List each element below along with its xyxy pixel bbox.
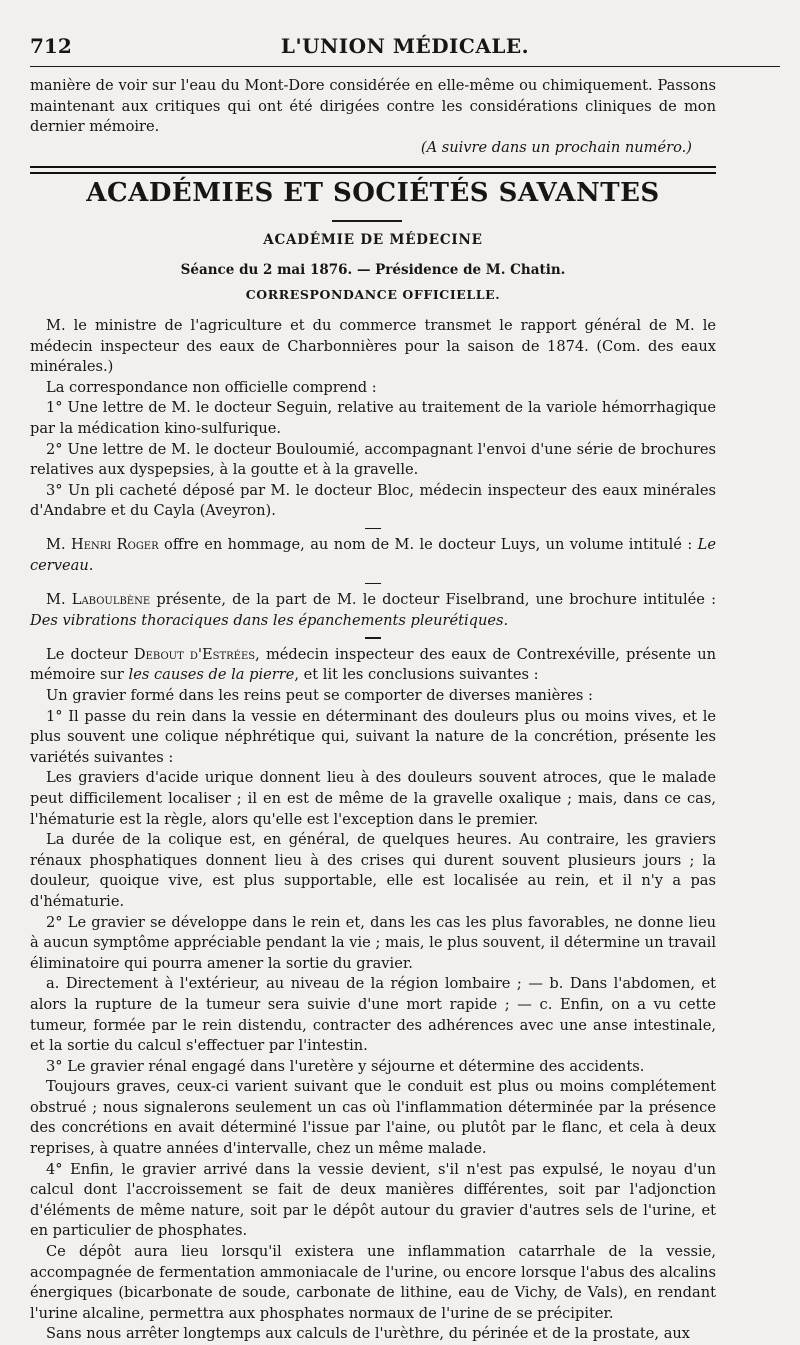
separator [365,583,381,585]
correspondence-item-2: 2° Une lettre de M. le docteur Bouloumié, accompagnant l'envoi d'une série de brochures relatives aux dyspepsies, à la goutte et à la gravelle. [30,440,716,479]
memoir-title: les causes de la pierre [128,666,295,684]
text-run: M. [46,536,71,554]
page-header [30,30,780,67]
text-run: M. [46,591,72,609]
section-divider [30,166,716,174]
book-title: Le cerveau. [30,536,716,575]
paragraph-roger [30,535,716,576]
paragraph-duree: La durée de la colique est, en général, de quelques heures. Au contraire, les graviers rénaux phosphatiques donnent lieu à des crises qui durent souvent plusieurs jours ; la douleur, quoique vive, est plus supportable, elle est localisée au rein, et il n'y a pas d'hématurie. [30,831,716,910]
title-underline [332,220,402,222]
paragraph-laboulbene [30,590,716,631]
paragraph-a-b-c: a. Directement à l'extérieur, au niveau de la région lombaire ; — b. Dans l'abdomen, et alors la rupture de la tumeur sera suivie d'une mort rapide ; — c. Enfin, on a vu cette tumeur, formée par le rein distendu, contracter des adhérences avec une anse intestinale, et la sortie du calcul s'effectuer par l'intestin. [30,975,716,1055]
paragraph-point-2: 2° Le gravier se développe dans le rein et, dans les cas les plus favorables, ne donne lieu à aucun symptôme appréciable pendant la vie ; mais, le plus souvent, il détermine un travail éliminatoire qui pourra amener la sortie du gravier. [30,913,716,972]
academy-heading: ACADÉMIE DE MÉDECINE [263,232,483,248]
section-title: ACADÉMIES ET SOCIÉTÉS SAVANTES [86,178,660,208]
to-be-continued-note: (A suivre dans un prochain numéro.) [420,138,692,156]
paragraph-sans: Sans nous arrêter longtemps aux calculs de l'urèthre, du périnée et de la prostate, aux [46,1325,691,1343]
page-number: 712 [30,34,72,58]
article-body [30,316,716,1345]
paragraph-unofficial: La correspondance non officielle comprend : [46,378,377,396]
text-run: , médecin inspecteur des eaux de Contrexéville, présente un mémoire sur [30,645,717,684]
session-line: Séance du 2 mai 1876. — Présidence de M. Chatin. [180,262,566,278]
correspondence-heading: CORRESPONDANCE OFFICIELLE. [245,287,501,302]
brochure-title: Des vibrations thoraciques dans les épanchements pleurétiques. [30,611,509,629]
paragraph-acide-urique: Les graviers d'acide urique donnent lieu à des douleurs souvent atroces, que le malade peut difficilement localiser ; il en est de même de la gravelle oxalique ; mais, dans ce cas, l'hématurie est la règle, alors qu'elle est l'exception dans le premier. [30,769,716,828]
running-title: L'UNION MÉDICALE. [280,34,530,58]
author-name: Laboulbène [71,591,151,609]
author-name: Henri Roger [70,536,159,554]
correspondence-item-1: 1° Une lettre de M. le docteur Seguin, relative au traitement de la variole hémorrhagique par la médication kino-sulfurique. [30,399,716,437]
paragraph-point-1: 1° Il passe du rein dans la vessie en déterminant des douleurs plus ou moins vives, et le plus souvent une colique néphrétique qui, suivant la nature de la concrétion, présente les variétés suivantes : [30,707,716,766]
paragraph-minister: M. le ministre de l'agriculture et du commerce transmet le rapport général de M. le médecin inspecteur des eaux de Charbonnières pour la saison de 1874. (Com. des eaux minérales.) [30,317,716,376]
text-run: , et lit les conclusions suivantes : [294,666,539,684]
paragraph-toujours: Toujours graves, ceux-ci varient suivant que le conduit est plus ou moins complétement obstrué ; nous signalerons seulement un cas où l'inflammation déterminée par la présence des concrétions en avait déterminé l'issue par l'aine, ou plutôt par le flanc, et cela à deux reprises, à quatre années d'intervalle, chez un même malade. [30,1078,716,1158]
text-run: offre en hommage, au nom de M. le docteur Luys, un volume intitulé : [158,536,698,554]
author-name: Debout d'Estrées [133,645,256,663]
continuation-text [30,76,716,158]
paragraph-depot: Ce dépôt aura lieu lorsqu'il existera une inflammation catarrhale de la vessie, accompagnée de fermentation ammoniacale de l'urine, ou encore lorsque l'abus des alcalins énergiques (bicarbonate de soude, carbonate de lithine, eau de Vichy, de Vals), en rendant l'urine alcaline, permettra aux phosphates normaux de l'urine de se précipiter. [30,1243,716,1322]
paragraph-point-4: 4° Enfin, le gravier arrivé dans la vessie devient, s'il n'est pas expulsé, le noyau d'un calcul dont l'accroissement se fait de deux manières différentes, soit par l'adjonction d'éléments de même nature, soit par le dépôt autour du gravier d'autres sels de l'urine, et en particulier de phosphates. [30,1160,716,1240]
text-run: présente, de la part de M. le docteur Fiselbrand, une brochure intitulée : [150,591,716,609]
paragraph-point-3: 3° Le gravier rénal engagé dans l'uretère y séjourne et détermine des accidents. [46,1057,645,1075]
paragraph-gravier: Un gravier formé dans les reins peut se comporter de diverses manières : [46,687,593,704]
paragraph-debout [30,645,716,686]
separator [365,528,381,530]
continuation-paragraph: manière de voir sur l'eau du Mont-Dore considérée en elle-même ou chimiquement. Passons maintenant aux critiques qui ont été dirigées contre les considérations cliniques de mon dernier mémoire. [30,77,716,136]
correspondence-item-3: 3° Un pli cacheté déposé par M. le docteur Bloc, médecin inspecteur des eaux minérales d'Andabre et du Cayla (Aveyron). [30,481,716,520]
separator [365,637,381,639]
text-run: Le docteur [46,645,134,663]
